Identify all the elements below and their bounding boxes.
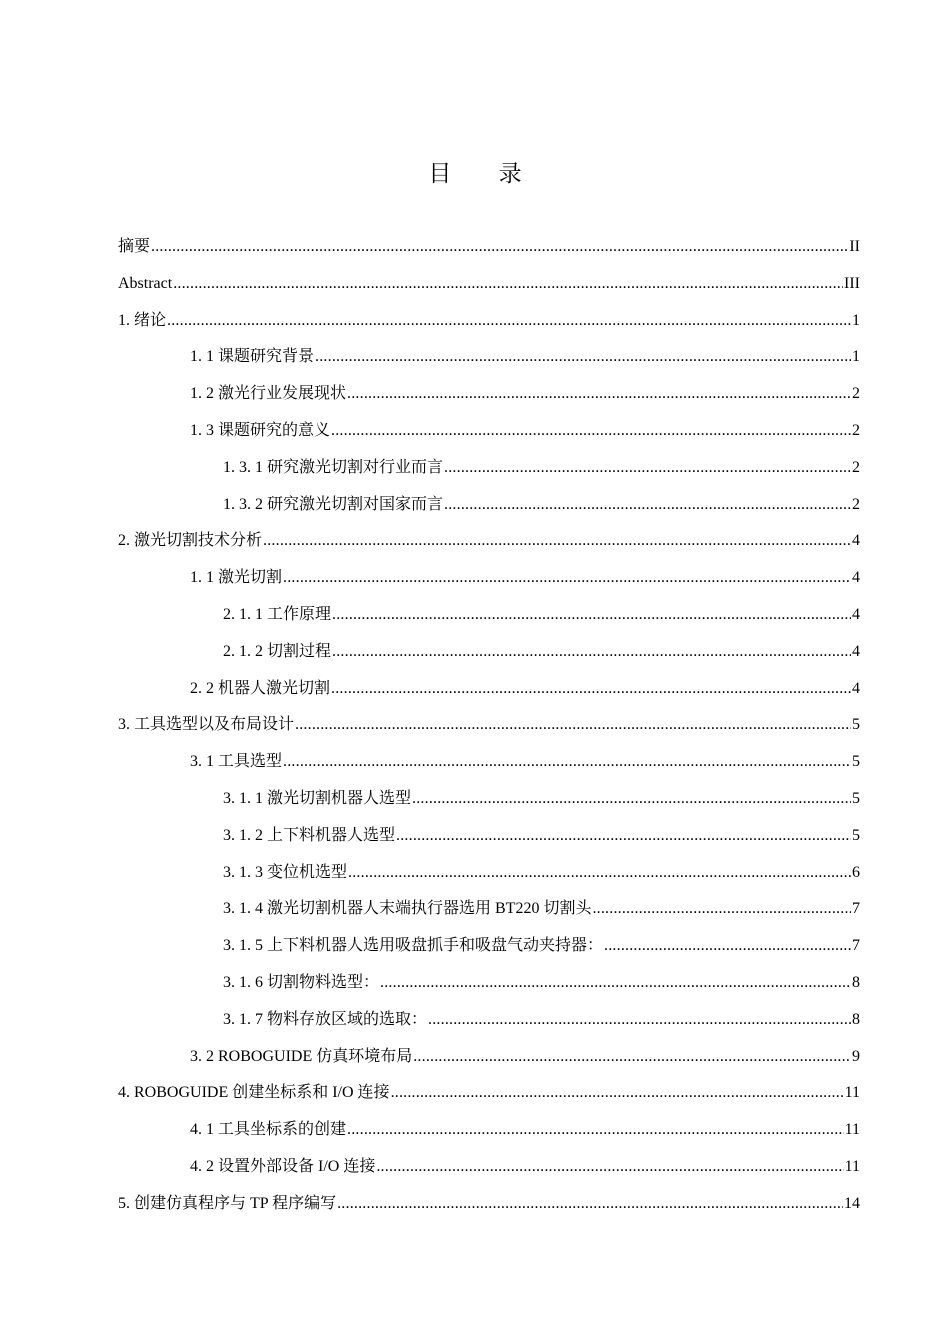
toc-leader-dots bbox=[337, 1189, 843, 1219]
toc-entry[interactable] bbox=[118, 269, 860, 306]
toc-entry-page: 11 bbox=[844, 1121, 860, 1139]
toc-leader-dots bbox=[444, 490, 851, 520]
toc-entry-page: 7 bbox=[852, 900, 860, 918]
toc-leader-dots bbox=[376, 1152, 843, 1182]
toc-entry-page: 14 bbox=[844, 1194, 860, 1212]
toc-leader-dots bbox=[412, 784, 851, 814]
toc-entry-label: 1. 绪论 bbox=[118, 311, 167, 329]
toc-leader-dots bbox=[604, 931, 851, 961]
toc-entry[interactable] bbox=[118, 306, 860, 343]
toc-entry-page: 5 bbox=[852, 716, 860, 734]
toc-entry-label: 1. 1 课题研究背景 bbox=[190, 348, 315, 366]
toc-entry-label: 1. 3. 1 研究激光切割对行业而言 bbox=[223, 458, 444, 476]
toc-entry[interactable] bbox=[118, 747, 860, 784]
toc-entry-page: 4 bbox=[852, 569, 860, 587]
toc-leader-dots bbox=[592, 894, 851, 924]
toc-leader-dots bbox=[151, 232, 848, 262]
toc-entry-page: 8 bbox=[852, 973, 860, 991]
toc-entry-page: 4 bbox=[852, 679, 860, 697]
toc-entry[interactable] bbox=[118, 232, 860, 269]
toc-entry[interactable] bbox=[118, 1115, 860, 1152]
toc-entry[interactable] bbox=[118, 416, 860, 453]
toc-leader-dots bbox=[347, 379, 851, 409]
toc-entry[interactable] bbox=[118, 931, 860, 968]
toc-entry-page: 5 bbox=[852, 826, 860, 844]
toc-entry-page: 1 bbox=[852, 348, 860, 366]
toc-leader-dots bbox=[167, 306, 851, 336]
toc-entry[interactable] bbox=[118, 968, 860, 1005]
toc-leader-dots bbox=[348, 858, 851, 888]
table-of-contents bbox=[118, 232, 860, 1226]
toc-entry-page: 9 bbox=[852, 1047, 860, 1065]
toc-entry-label: 3. 1. 5 上下料机器人选用吸盘抓手和吸盘气动夹持器： bbox=[223, 937, 604, 955]
toc-entry-label: Abstract bbox=[118, 274, 173, 292]
toc-leader-dots bbox=[295, 710, 851, 740]
toc-entry[interactable] bbox=[118, 637, 860, 674]
toc-leader-dots bbox=[332, 600, 851, 630]
toc-entry-page: III bbox=[844, 274, 860, 292]
toc-entry[interactable] bbox=[118, 821, 860, 858]
toc-leader-dots bbox=[391, 1078, 844, 1108]
toc-entry-page: 4 bbox=[852, 605, 860, 623]
toc-entry[interactable] bbox=[118, 1078, 860, 1115]
toc-leader-dots bbox=[428, 1005, 851, 1035]
toc-entry[interactable] bbox=[118, 1005, 860, 1042]
toc-leader-dots bbox=[347, 1115, 844, 1145]
toc-entry-label: 3. 1. 2 上下料机器人选型 bbox=[223, 826, 396, 844]
toc-entry-label: 1. 2 激光行业发展现状 bbox=[190, 385, 347, 403]
toc-entry-label: 2. 2 机器人激光切割 bbox=[190, 679, 331, 697]
toc-entry-label: 3. 2 ROBOGUIDE 仿真环境布局 bbox=[190, 1047, 413, 1065]
toc-entry[interactable] bbox=[118, 563, 860, 600]
toc-leader-dots bbox=[332, 637, 851, 667]
toc-entry-label: 3. 1 工具选型 bbox=[190, 753, 283, 771]
toc-leader-dots bbox=[396, 821, 851, 851]
toc-entry-label: 5. 创建仿真程序与 TP 程序编写 bbox=[118, 1194, 337, 1212]
toc-entry[interactable] bbox=[118, 1152, 860, 1189]
toc-leader-dots bbox=[331, 674, 851, 704]
toc-entry[interactable] bbox=[118, 490, 860, 527]
page-title: 目 录 bbox=[428, 161, 542, 187]
toc-entry-label: 4. 1 工具坐标系的创建 bbox=[190, 1121, 347, 1139]
toc-leader-dots bbox=[413, 1042, 851, 1072]
toc-entry-page: 2 bbox=[852, 385, 860, 403]
toc-entry-label: 2. 1. 1 工作原理 bbox=[223, 605, 332, 623]
toc-entry-label: 1. 3. 2 研究激光切割对国家而言 bbox=[223, 495, 444, 513]
toc-entry-page: 6 bbox=[852, 863, 860, 881]
toc-entry[interactable] bbox=[118, 710, 860, 747]
toc-leader-dots bbox=[380, 968, 851, 998]
toc-entry[interactable] bbox=[118, 858, 860, 895]
toc-entry-page: 4 bbox=[852, 532, 860, 550]
toc-entry-label: 3. 1. 3 变位机选型 bbox=[223, 863, 348, 881]
toc-entry-label: 3. 1. 1 激光切割机器人选型 bbox=[223, 789, 412, 807]
toc-entry[interactable] bbox=[118, 526, 860, 563]
toc-leader-dots bbox=[173, 269, 843, 299]
toc-leader-dots bbox=[315, 342, 851, 372]
toc-entry[interactable] bbox=[118, 342, 860, 379]
toc-leader-dots bbox=[331, 416, 851, 446]
toc-entry[interactable] bbox=[118, 894, 860, 931]
toc-entry-page: 11 bbox=[844, 1157, 860, 1175]
toc-entry-label: 摘要 bbox=[118, 238, 151, 255]
toc-entry-page: 2 bbox=[852, 458, 860, 476]
toc-entry-page: 1 bbox=[852, 311, 860, 329]
toc-entry-page: 5 bbox=[852, 753, 860, 771]
toc-entry-label: 3. 1. 4 激光切割机器人末端执行器选用 BT220 切割头 bbox=[223, 900, 592, 918]
toc-entry[interactable] bbox=[118, 784, 860, 821]
toc-entry-page: 8 bbox=[852, 1010, 860, 1028]
toc-leader-dots bbox=[444, 453, 851, 483]
toc-entry-page: 5 bbox=[852, 789, 860, 807]
toc-entry-page: 7 bbox=[852, 937, 860, 955]
toc-entry-label: 4. 2 设置外部设备 I/O 连接 bbox=[190, 1157, 376, 1175]
toc-entry[interactable] bbox=[118, 379, 860, 416]
toc-entry-page: 2 bbox=[852, 495, 860, 513]
toc-entry-label: 3. 工具选型以及布局设计 bbox=[118, 716, 295, 734]
toc-entry-page: 11 bbox=[844, 1084, 860, 1102]
toc-entry-label: 4. ROBOGUIDE 创建坐标系和 I/O 连接 bbox=[118, 1084, 390, 1102]
toc-entry[interactable] bbox=[118, 600, 860, 637]
toc-leader-dots bbox=[283, 563, 851, 593]
toc-entry-page: II bbox=[849, 238, 860, 255]
toc-entry-label: 2. 激光切割技术分析 bbox=[118, 532, 263, 550]
toc-entry-label: 3. 1. 6 切割物料选型： bbox=[223, 973, 380, 991]
toc-entry-label: 1. 1 激光切割 bbox=[190, 569, 283, 587]
toc-leader-dots bbox=[283, 747, 851, 777]
toc-entry-label: 2. 1. 2 切割过程 bbox=[223, 642, 332, 660]
toc-leader-dots bbox=[263, 526, 851, 556]
toc-entry-page: 4 bbox=[852, 642, 860, 660]
toc-entry[interactable] bbox=[118, 1042, 860, 1079]
toc-entry[interactable] bbox=[118, 1189, 860, 1226]
toc-entry-page: 2 bbox=[852, 421, 860, 439]
toc-entry[interactable] bbox=[118, 674, 860, 711]
toc-entry[interactable] bbox=[118, 453, 860, 490]
toc-entry-label: 1. 3 课题研究的意义 bbox=[190, 421, 331, 439]
toc-entry-label: 3. 1. 7 物料存放区域的选取： bbox=[223, 1010, 428, 1028]
